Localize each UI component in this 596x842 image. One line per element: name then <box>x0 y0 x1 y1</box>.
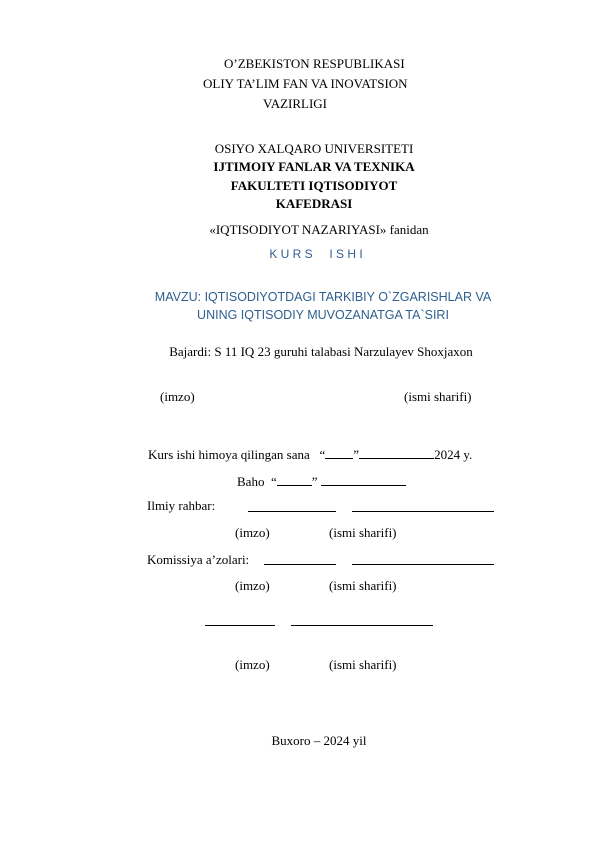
topic-line-2: UNING IQTISODIY MUVOZANATGA TA`SIRI <box>197 308 449 322</box>
committee-name-label-1: (ismi sharifi) <box>329 578 397 593</box>
committee-label: Komissiya a’zolari: <box>147 552 250 567</box>
supervisor-signature-label: (imzo) <box>235 525 270 540</box>
defense-day-blank <box>325 446 353 459</box>
committee-name-label-2: (ismi sharifi) <box>329 657 397 672</box>
ministry-line-2: OLIY TA’LIM FAN VA INOVATSION <box>203 76 408 91</box>
department: KAFEDRASI <box>275 196 353 211</box>
defense-date-line <box>148 446 472 463</box>
supervisor-label: Ilmiy rahbar: <box>147 498 216 513</box>
faculty-line-2: FAKULTETI IQTISODIYOT <box>230 178 398 193</box>
author-line: Bajardi: S 11 IQ 23 guruhi talabasi Narzulayev Shoxjaxon <box>169 344 473 359</box>
work-type: K U R S I S H I <box>269 247 363 261</box>
committee-signature-blank-1 <box>264 564 336 565</box>
supervisor-name-label: (ismi sharifi) <box>329 525 397 540</box>
committee-signature-blank-2 <box>205 625 275 626</box>
topic-line-1: MAVZU: IQTISODIYOTDAGI TARKIBIY O`ZGARISHLAR VA <box>154 290 492 304</box>
committee-signature-label-1: (imzo) <box>235 578 270 593</box>
grade-suffix: ” <box>311 474 321 489</box>
defense-suffix: 2024 y. <box>434 447 473 462</box>
author-signature-label: (imzo) <box>160 389 195 404</box>
grade-blank-1 <box>277 473 312 486</box>
committee-signature-label-2: (imzo) <box>235 657 270 672</box>
defense-middle: ” <box>353 447 360 462</box>
author-name-label: (ismi sharifi) <box>404 389 472 404</box>
university-name: OSIYO XALQARO UNIVERSITETI <box>214 141 414 156</box>
committee-name-blank-2 <box>291 625 433 626</box>
defense-prefix: Kurs ishi himoya qilingan sana “ <box>148 447 326 462</box>
subject-line: «IQTISODIYOT NAZARIYASI» fanidan <box>209 222 429 237</box>
footer-city-year: Buxoro – 2024 yil <box>271 733 367 748</box>
ministry-line-1: O’ZBEKISTON RESPUBLIKASI <box>224 56 405 71</box>
grade-line <box>237 473 406 490</box>
faculty-line-1: IJTIMOIY FANLAR VA TEXNIKA <box>213 159 415 174</box>
supervisor-name-blank <box>352 511 494 512</box>
defense-month-blank <box>359 446 434 459</box>
grade-blank-2 <box>321 473 406 486</box>
grade-prefix: Baho “ <box>237 474 277 489</box>
supervisor-signature-blank <box>248 511 336 512</box>
committee-name-blank-1 <box>352 564 494 565</box>
ministry-line-3: VAZIRLIGI <box>262 96 328 111</box>
